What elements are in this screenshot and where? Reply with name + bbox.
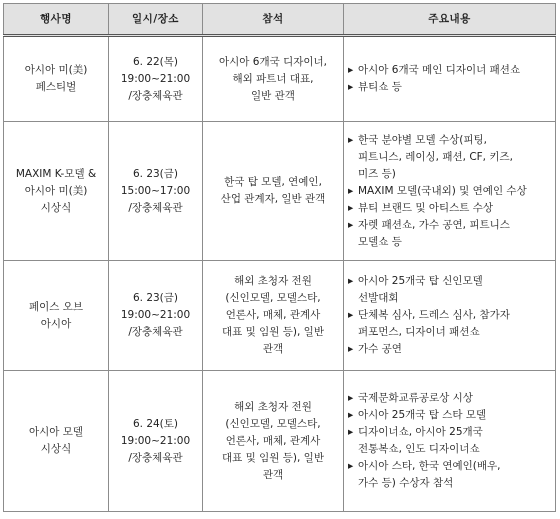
content-bullet-item [348, 390, 551, 407]
bullet-arrow-icon: ▸ [348, 201, 354, 214]
header-datetime-place: 일시/장소 [109, 4, 203, 36]
content-line: 단체복 심사, 드레스 심사, 참가자 [358, 309, 510, 321]
event-name-line: 아시아 모델 [28, 426, 84, 438]
datetime-line: 19:00~21:00 [120, 434, 191, 447]
content-bullet-text [358, 390, 551, 407]
attendees-line: 일반 관객 [251, 89, 295, 102]
attendees-line: 산업 관계자, 일반 관객 [220, 193, 326, 205]
content-bullet-item [348, 407, 551, 424]
content-bullet-item [348, 62, 551, 79]
content-bullet-text [358, 273, 551, 307]
event-name-line: MAXIM K-모델 & [15, 167, 97, 180]
content-bullet-text [358, 341, 551, 358]
datetime-line: 19:00~21:00 [120, 309, 191, 321]
event-name-cell [4, 371, 109, 512]
header-row [4, 4, 556, 36]
content-bullet-text [358, 424, 551, 458]
contents-cell [344, 36, 556, 122]
event-name-cell [4, 122, 109, 261]
attendees-line: 대표 및 임원 등), 일반 [222, 451, 324, 464]
datetime-cell [109, 36, 203, 122]
event-name-cell [4, 261, 109, 371]
contents-cell [344, 122, 556, 261]
content-bullet-text [358, 458, 551, 492]
event-name-line: 페스티벌 [35, 81, 77, 93]
bullet-arrow-icon: ▸ [348, 460, 354, 472]
content-line: 퍼포먼스, 디자이너 패션쇼 [358, 326, 480, 338]
content-line: 미즈 등) [358, 167, 396, 180]
bullet-arrow-icon: ▸ [348, 133, 354, 146]
header-main-contents: 주요내용 [344, 4, 556, 36]
bullet-arrow-icon: ▸ [348, 309, 354, 321]
bullet-arrow-icon: ▸ [348, 184, 354, 197]
bullet-arrow-icon: ▸ [348, 218, 354, 231]
content-bullet-text [358, 217, 551, 251]
content-bullet-text [358, 183, 551, 200]
datetime-line: /장충체육관 [128, 201, 183, 214]
content-line: 아시아 25개국 탑 신인모델 [358, 275, 483, 287]
bullet-arrow-icon: ▸ [348, 275, 354, 287]
content-bullet-text [358, 62, 551, 79]
attendees-line: 관객 [262, 343, 284, 355]
content-bullet-item [348, 341, 551, 358]
content-line: 가수 공연 [358, 343, 402, 355]
event-name-line: 시상식 [40, 443, 72, 455]
datetime-line: 15:00~17:00 [120, 184, 191, 197]
bullet-arrow-icon: ▸ [348, 392, 354, 404]
attendees-line: (신인모델, 모델스타, [225, 292, 321, 304]
datetime-line: 6. 24(토) [132, 417, 179, 430]
content-line: 국제문화교류공로상 시상 [358, 392, 473, 404]
datetime-cell [109, 371, 203, 512]
datetime-line: 6. 23(금) [132, 292, 179, 304]
contents-cell [344, 371, 556, 512]
event-name-line: 아시아 [40, 317, 72, 330]
datetime-line: 6. 22(목) [132, 55, 179, 68]
content-bullet-item [348, 183, 551, 200]
content-bullet-item [348, 79, 551, 96]
content-bullet-item [348, 273, 551, 307]
attendees-line: 해외 파트너 대표, [232, 72, 314, 85]
content-line: 피트니스, 레이싱, 패션, CF, 키즈, [358, 150, 513, 163]
datetime-line: 19:00~21:00 [120, 72, 191, 85]
content-bullet-text [358, 407, 551, 424]
contents-cell [344, 261, 556, 371]
content-bullet-item [348, 200, 551, 217]
event-name-line: 시상식 [40, 201, 72, 214]
datetime-cell [109, 122, 203, 261]
attendees-line: 언론사, 매체, 관계사 [225, 309, 321, 321]
datetime-line: 6. 23(금) [132, 167, 179, 180]
attendees-line: 대표 및 임원 등), 일반 [222, 326, 324, 338]
attendees-line: 언론사, 매체, 관계사 [225, 434, 321, 447]
content-line: 자렛 패션쇼, 가수 공연, 피트니스 [358, 218, 510, 231]
datetime-cell [109, 261, 203, 371]
content-bullet-item [348, 424, 551, 458]
content-line: MAXIM 모델(국내외) 및 연예인 수상 [358, 184, 527, 197]
bullet-arrow-icon: ▸ [348, 81, 354, 93]
content-line: 모델쇼 등 [358, 235, 402, 248]
content-bullet-text [358, 200, 551, 217]
event-schedule-table [3, 3, 556, 512]
attendees-line: 아시아 6개국 디자이너, [219, 55, 327, 68]
table-row [4, 122, 556, 261]
content-line: 뷰티쇼 등 [358, 81, 402, 93]
attendees-line: (신인모델, 모델스타, [225, 417, 321, 430]
event-name-line: 페이스 오브 [28, 300, 84, 313]
table-row [4, 261, 556, 371]
attendees-cell [203, 36, 344, 122]
content-bullet-text [358, 307, 551, 341]
event-name-line: 아시아 미(美) [24, 64, 88, 76]
content-line: 전통복쇼, 인도 디자이너쇼 [358, 443, 480, 455]
content-bullet-item [348, 217, 551, 251]
attendees-cell [203, 371, 344, 512]
content-line: 뷰티 브랜드 및 아티스트 수상 [358, 201, 494, 214]
content-bullet-text [358, 79, 551, 96]
header-event-name: 행사명 [4, 4, 109, 36]
content-line: 아시아 스타, 한국 연예인(배우, [358, 460, 501, 472]
event-name-line: 아시아 미(美) [24, 184, 88, 197]
attendees-line: 관객 [262, 468, 284, 481]
content-line: 아시아 25개국 탑 스타 모델 [358, 409, 487, 421]
content-bullet-item [348, 132, 551, 183]
content-line: 디자이너쇼, 아시아 25개국 [358, 426, 483, 438]
attendees-cell [203, 261, 344, 371]
content-line: 선발대회 [358, 292, 399, 304]
content-line: 한국 분야별 모델 수상(피팅, [358, 133, 488, 146]
table-body [4, 36, 556, 512]
header-attendees: 참석 [203, 4, 344, 36]
attendees-line: 한국 탑 모델, 연예인, [224, 176, 322, 188]
datetime-line: /장충체육관 [128, 89, 183, 102]
table-row [4, 36, 556, 122]
attendees-line: 해외 초청자 전원 [234, 275, 312, 287]
datetime-line: /장충체육관 [128, 451, 183, 464]
datetime-line: /장충체육관 [128, 326, 183, 338]
attendees-line: 해외 초청자 전원 [234, 400, 312, 413]
content-line: 가수 등) 수상자 참석 [358, 477, 454, 489]
content-bullet-text [358, 132, 551, 183]
bullet-arrow-icon: ▸ [348, 64, 354, 76]
attendees-cell [203, 122, 344, 261]
content-bullet-item [348, 458, 551, 492]
bullet-arrow-icon: ▸ [348, 343, 354, 355]
bullet-arrow-icon: ▸ [348, 426, 354, 438]
event-name-cell [4, 36, 109, 122]
content-line: 아시아 6개국 메인 디자이너 패션쇼 [358, 64, 521, 76]
content-bullet-item [348, 307, 551, 341]
table-row [4, 371, 556, 512]
bullet-arrow-icon: ▸ [348, 409, 354, 421]
